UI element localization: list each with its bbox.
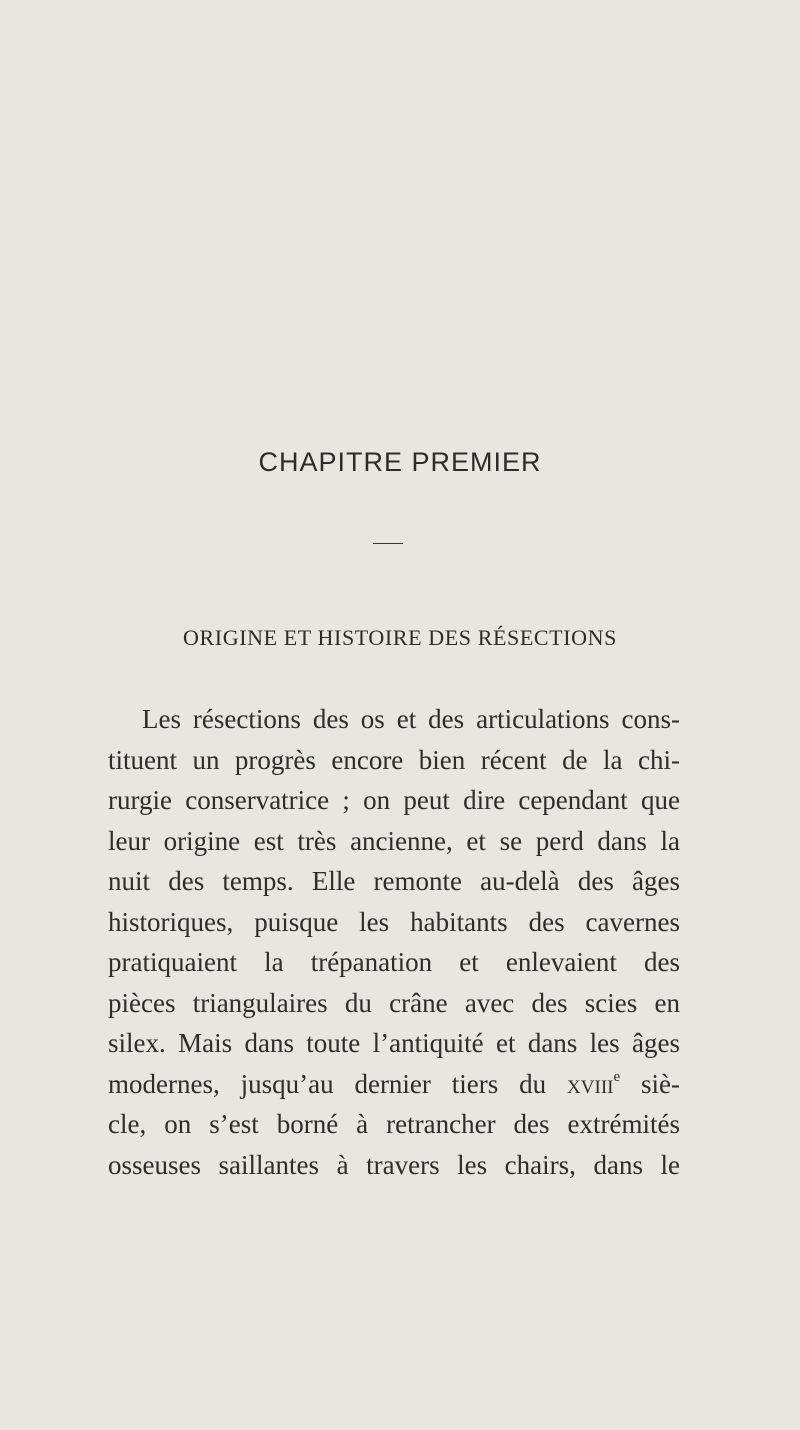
separator-rule [373,543,403,544]
text-line: cle, on s’est borné à retrancher des extrémités [108,1109,680,1139]
century-numeral: xviii [567,1068,614,1099]
superscript-e: e [613,1068,621,1085]
text-line: pièces triangulaires du crâne avec des scies en [108,987,680,1018]
text-line: Les résections des os et des articulations cons- [142,704,680,734]
text-line: historiques, puisque les habitants des cavernes [108,906,680,937]
text-line: nuit des temps. Elle remonte au-delà des âges [108,866,680,896]
section-title: ORIGINE ET HISTOIRE DES RÉSECTIONS [183,625,617,650]
text-line: tituent un progrès encore bien récent de la chi- [108,744,680,775]
text-line: osseuses saillantes à travers les chairs, dans le [108,1149,680,1180]
text-line: leur origine est très ancienne, et se perd dans la [108,825,680,856]
text-line: pratiquaient la trépanation et enlevaient des [108,947,680,977]
text-line: rurgie conservatrice ; on peut dire cependant que [108,785,680,815]
text-line-century [108,1064,680,1105]
body-paragraph [108,699,680,1185]
chapter-heading: CHAPITRE PREMIER [258,447,542,477]
text-fragment: modernes, jusqu’au dernier tiers du [108,1068,547,1099]
text-line: silex. Mais dans toute l’antiquité et dans les âges [108,1028,680,1058]
text-fragment: siè- [641,1068,681,1099]
